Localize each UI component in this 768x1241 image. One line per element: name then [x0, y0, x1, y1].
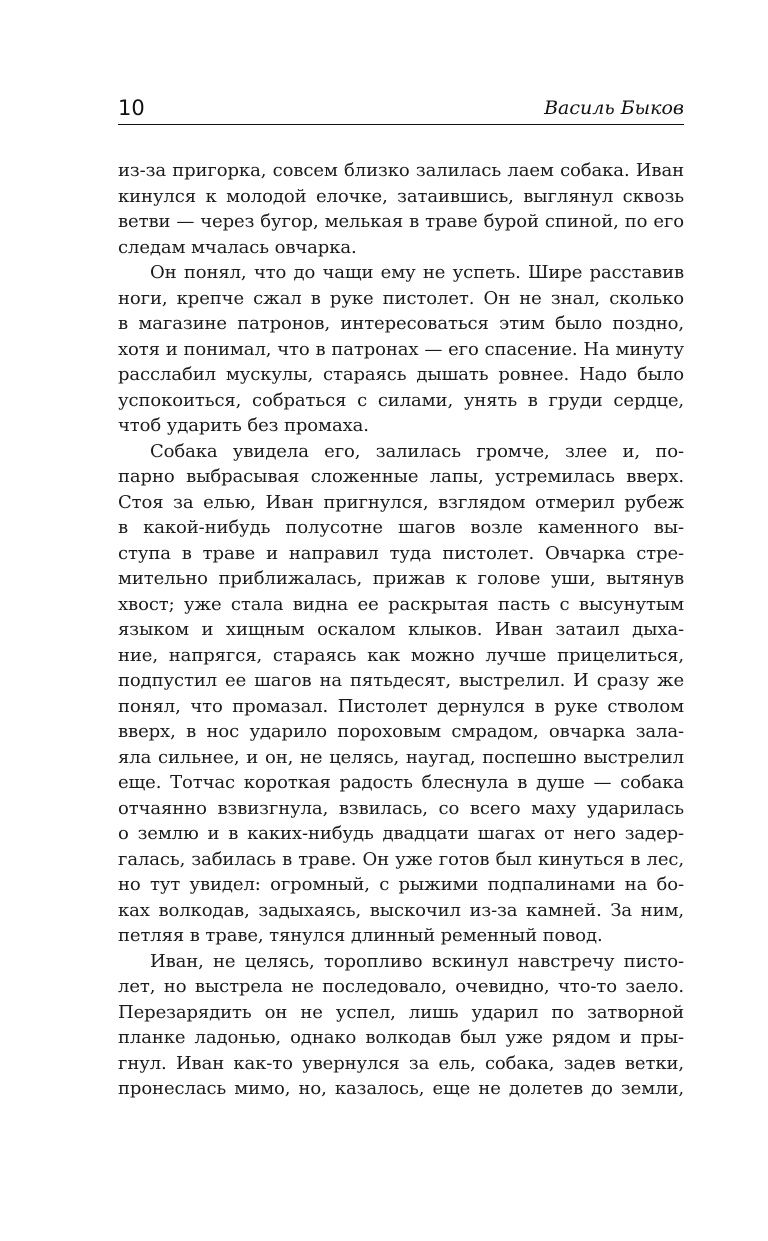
text-line: Собака увидела его, залилась громче, злее и, по- [150, 440, 684, 462]
text-line: расслабил мускулы, стараясь дышать ровнее. Надо было [118, 364, 684, 385]
text-line: ках волкодав, задыхаясь, выскочил из-за камней. За ним, [118, 899, 684, 921]
body-text [118, 158, 684, 1102]
text-line: пронеслась мимо, но, казалось, еще не долетев до земли, [118, 1078, 684, 1099]
text-line: вверх, в нос ударило пороховым смрадом, овчарка зала- [118, 721, 684, 742]
paragraph [118, 439, 684, 949]
text-line: следам мчалась овчарка. [118, 236, 357, 258]
text-line: о землю и в каких-нибудь двадцати шагах от него задер- [118, 823, 684, 844]
text-line: понял, что промазал. Пистолет дернулся в руке стволом [118, 695, 684, 717]
text-line: еще. Тотчас короткая радость блеснула в душе — собака [118, 772, 684, 793]
text-line: в магазине патронов, интересоваться этим было поздно, [118, 313, 684, 334]
text-line: но тут увидел: огромный, с рыжими подпалинами на бо- [118, 874, 684, 895]
text-line: из-за пригорка, совсем близко залилась лаем собака. Иван [118, 160, 684, 181]
header-rule [118, 124, 684, 125]
text-line: языком и хищным оскалом клыков. Иван затаил дыха- [118, 619, 684, 640]
text-line: кинулся к молодой елочке, затаившись, выглянул сквозь [118, 185, 684, 207]
text-line: Он понял, что до чащи ему не успеть. Шире расставив [150, 262, 684, 283]
text-line: чтоб ударить без промаха. [118, 415, 369, 436]
text-line: подпустил ее шагов на пятьдесят, выстрелил. И сразу же [118, 670, 684, 691]
text-line: Стоя за елью, Иван пригнулся, взглядом отмерил рубеж [118, 491, 684, 513]
paragraph [118, 158, 684, 260]
running-header [118, 94, 688, 122]
text-line: хвост; уже стала видна ее раскрытая пасть с высунутым [118, 593, 684, 615]
text-line: Иван, не целясь, торопливо вскинул навстречу писто- [150, 950, 684, 972]
text-line: парно выбрасывая сложенные лапы, устремилась вверх. [118, 466, 684, 487]
paragraph [118, 949, 684, 1102]
text-line: Перезарядить он не успел, лишь ударил по затворной [118, 1001, 684, 1023]
text-line: галась, забилась в траве. Он уже готов был кинуться в лес, [118, 848, 684, 870]
text-line: ступа в траве и направил туда пистолет. Овчарка стре- [118, 542, 684, 564]
text-line: хотя и понимал, что в патронах — его спасение. На минуту [118, 338, 684, 360]
text-line: ветви — через бугор, мелькая в траве бурой спиной, по его [118, 211, 684, 232]
text-line: планке ладонью, однако волкодав был уже рядом и пры- [118, 1027, 684, 1048]
text-line: мительно приближалась, прижав к голове уши, вытянув [118, 568, 684, 589]
text-line: петляя в траве, тянулся длинный ременный повод. [118, 925, 603, 946]
text-line: в какой-нибудь полусотне шагов возле каменного вы- [118, 517, 684, 538]
text-line: отчаянно взвизгнула, взвилась, со всего маху ударилась [118, 797, 684, 819]
text-line: лет, но выстрела не последовало, очевидно, что-то заело. [118, 976, 684, 997]
text-line: яла сильнее, и он, не целясь, наугад, поспешно выстрелил [118, 746, 684, 768]
page-number: 10 [118, 96, 145, 120]
author-name: Василь Быков [544, 97, 684, 119]
text-line: ноги, крепче сжал в руке пистолет. Он не знал, сколько [118, 287, 684, 309]
text-line: ние, напрягся, стараясь как можно лучше прицелиться, [118, 644, 684, 666]
text-line: успокоиться, собраться с силами, унять в груди сердце, [118, 389, 684, 411]
text-line: гнул. Иван как-то увернулся за ель, собака, задев ветки, [118, 1052, 684, 1074]
paragraph [118, 260, 684, 439]
